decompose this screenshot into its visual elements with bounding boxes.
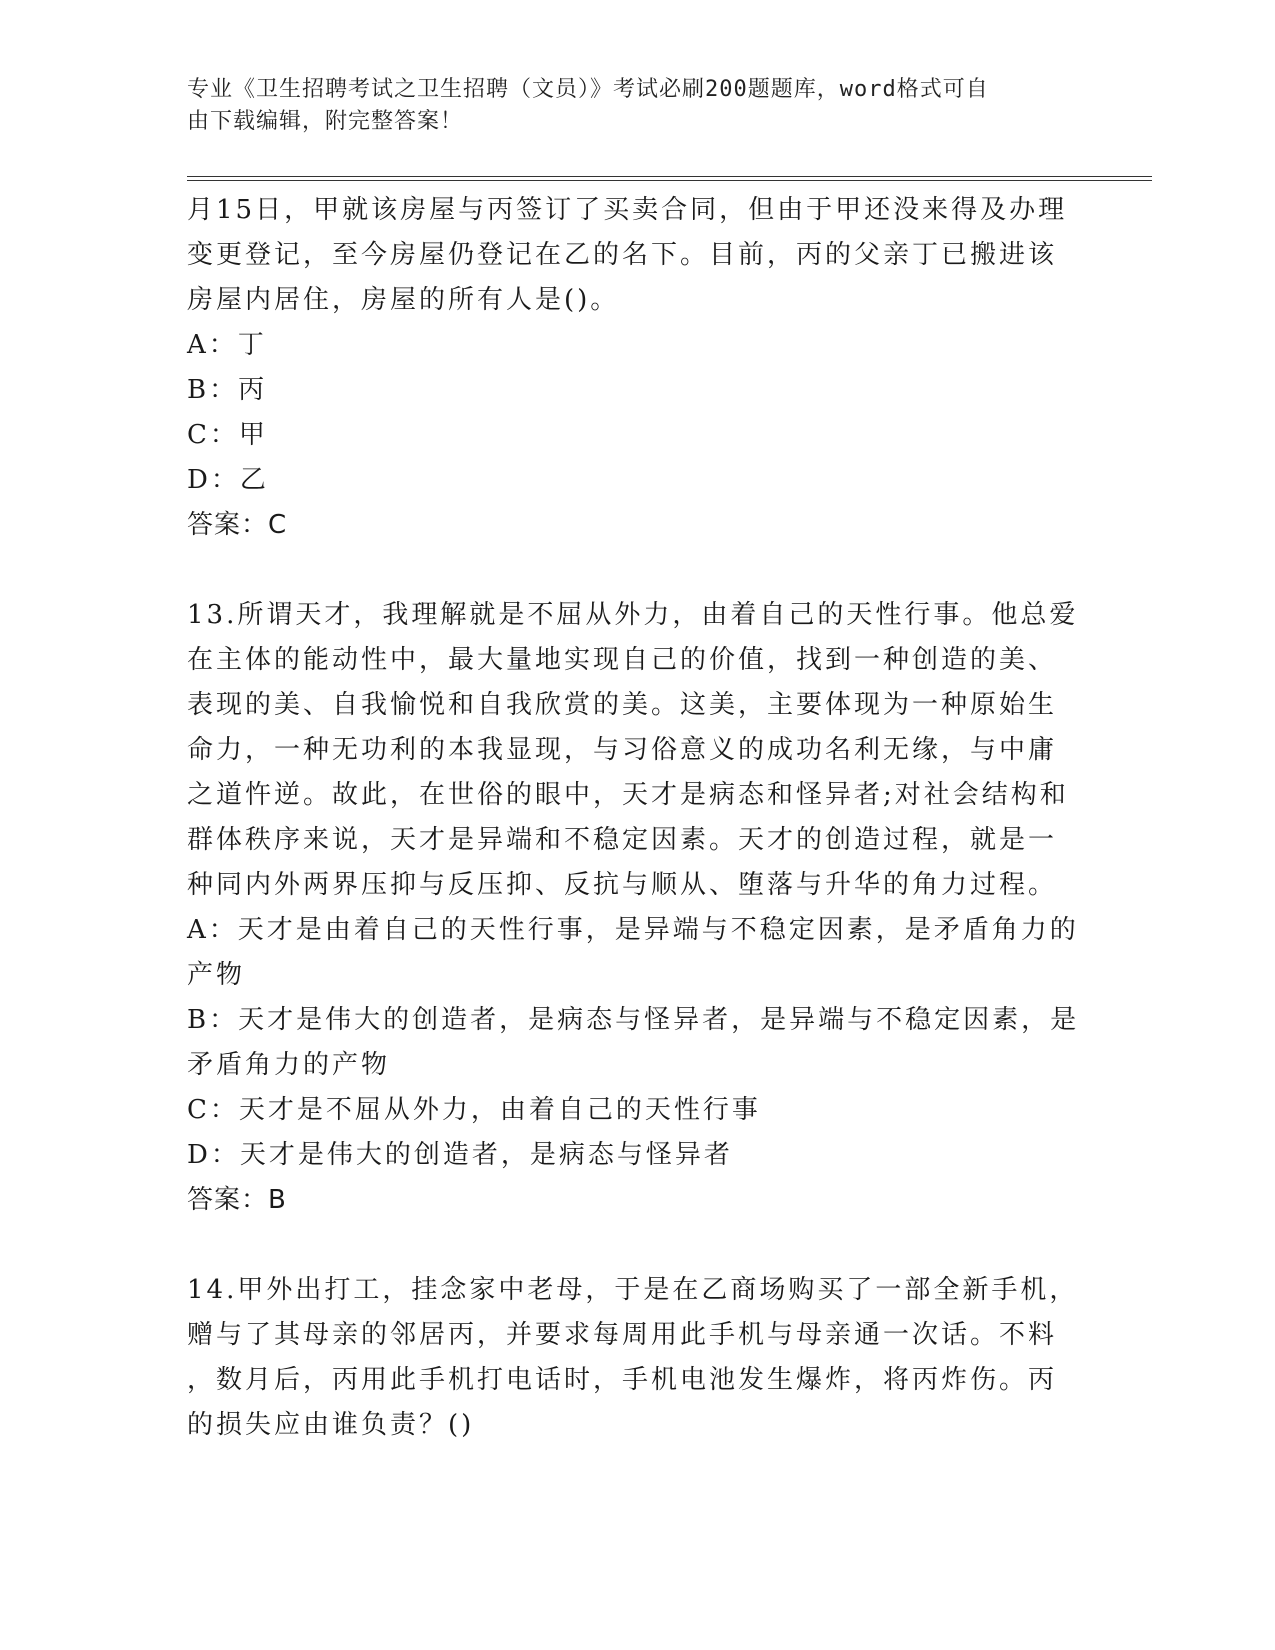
option-c: C：天才是不屈从外力，由着自己的天性行事 bbox=[187, 1095, 761, 1125]
question-stem-line: 房屋内居住，房屋的所有人是()。 bbox=[187, 285, 620, 315]
page-header bbox=[187, 74, 1067, 138]
question-14 bbox=[187, 1268, 1087, 1448]
header-line-2: 由下载编辑，附完整答案！ bbox=[187, 109, 464, 134]
header-divider bbox=[187, 176, 1152, 181]
option-a: A：丁 bbox=[187, 330, 267, 360]
option-b-continued: 矛盾角力的产物 bbox=[187, 1050, 391, 1080]
question-stem-line: 13.所谓天才，我理解就是不屈从外力，由着自己的天性行事。他总爱 bbox=[187, 600, 1079, 630]
document-body bbox=[187, 188, 1087, 1448]
question-12 bbox=[187, 188, 1087, 548]
question-stem-line: 在主体的能动性中，最大量地实现自己的价值，找到一种创造的美、 bbox=[187, 645, 1058, 675]
question-stem-line: 种同内外两界压抑与反压抑、反抗与顺从、堕落与升华的角力过程。 bbox=[187, 870, 1058, 900]
question-stem-line: 群体秩序来说，天才是异端和不稳定因素。天才的创造过程，就是一 bbox=[187, 825, 1058, 855]
option-d: D：乙 bbox=[187, 465, 269, 495]
question-stem-line: 变更登记，至今房屋仍登记在乙的名下。目前，丙的父亲丁已搬进该 bbox=[187, 240, 1058, 270]
option-d: D：天才是伟大的创造者，是病态与怪异者 bbox=[187, 1140, 733, 1170]
question-stem-line: 之道忤逆。故此，在世俗的眼中，天才是病态和怪异者;对社会结构和 bbox=[187, 780, 1069, 810]
header-line-1: 专业《卫生招聘考试之卫生招聘（文员）》考试必刷200题题库，word格式可自 bbox=[187, 77, 989, 102]
question-stem-line: 的损失应由谁负责？() bbox=[187, 1410, 475, 1440]
question-stem-line: 14.甲外出打工，挂念家中老母，于是在乙商场购买了一部全新手机， bbox=[187, 1275, 1079, 1305]
question-13 bbox=[187, 593, 1087, 1223]
spacer bbox=[187, 548, 1087, 593]
answer-line: 答案：C bbox=[187, 510, 288, 540]
option-a: A：天才是由着自己的天性行事，是异端与不稳定因素，是矛盾角力的 bbox=[187, 915, 1079, 945]
option-b: B：天才是伟大的创造者，是病态与怪异者，是异端与不稳定因素，是 bbox=[187, 1005, 1080, 1035]
option-b: B：丙 bbox=[187, 375, 268, 405]
question-stem-line: 表现的美、自我愉悦和自我欣赏的美。这美，主要体现为一种原始生 bbox=[187, 690, 1058, 720]
spacer bbox=[187, 1223, 1087, 1268]
answer-line: 答案：B bbox=[187, 1185, 287, 1215]
option-a-continued: 产物 bbox=[187, 960, 246, 990]
question-stem-line: 赠与了其母亲的邻居丙，并要求每周用此手机与母亲通一次话。不料 bbox=[187, 1320, 1058, 1350]
option-c: C：甲 bbox=[187, 420, 268, 450]
question-stem-line: ，数月后，丙用此手机打电话时，手机电池发生爆炸，将丙炸伤。丙 bbox=[187, 1365, 1058, 1395]
question-stem-line: 月15日，甲就该房屋与丙签订了买卖合同，但由于甲还没来得及办理 bbox=[187, 195, 1068, 225]
question-stem-line: 命力，一种无功利的本我显现，与习俗意义的成功名利无缘，与中庸 bbox=[187, 735, 1058, 765]
